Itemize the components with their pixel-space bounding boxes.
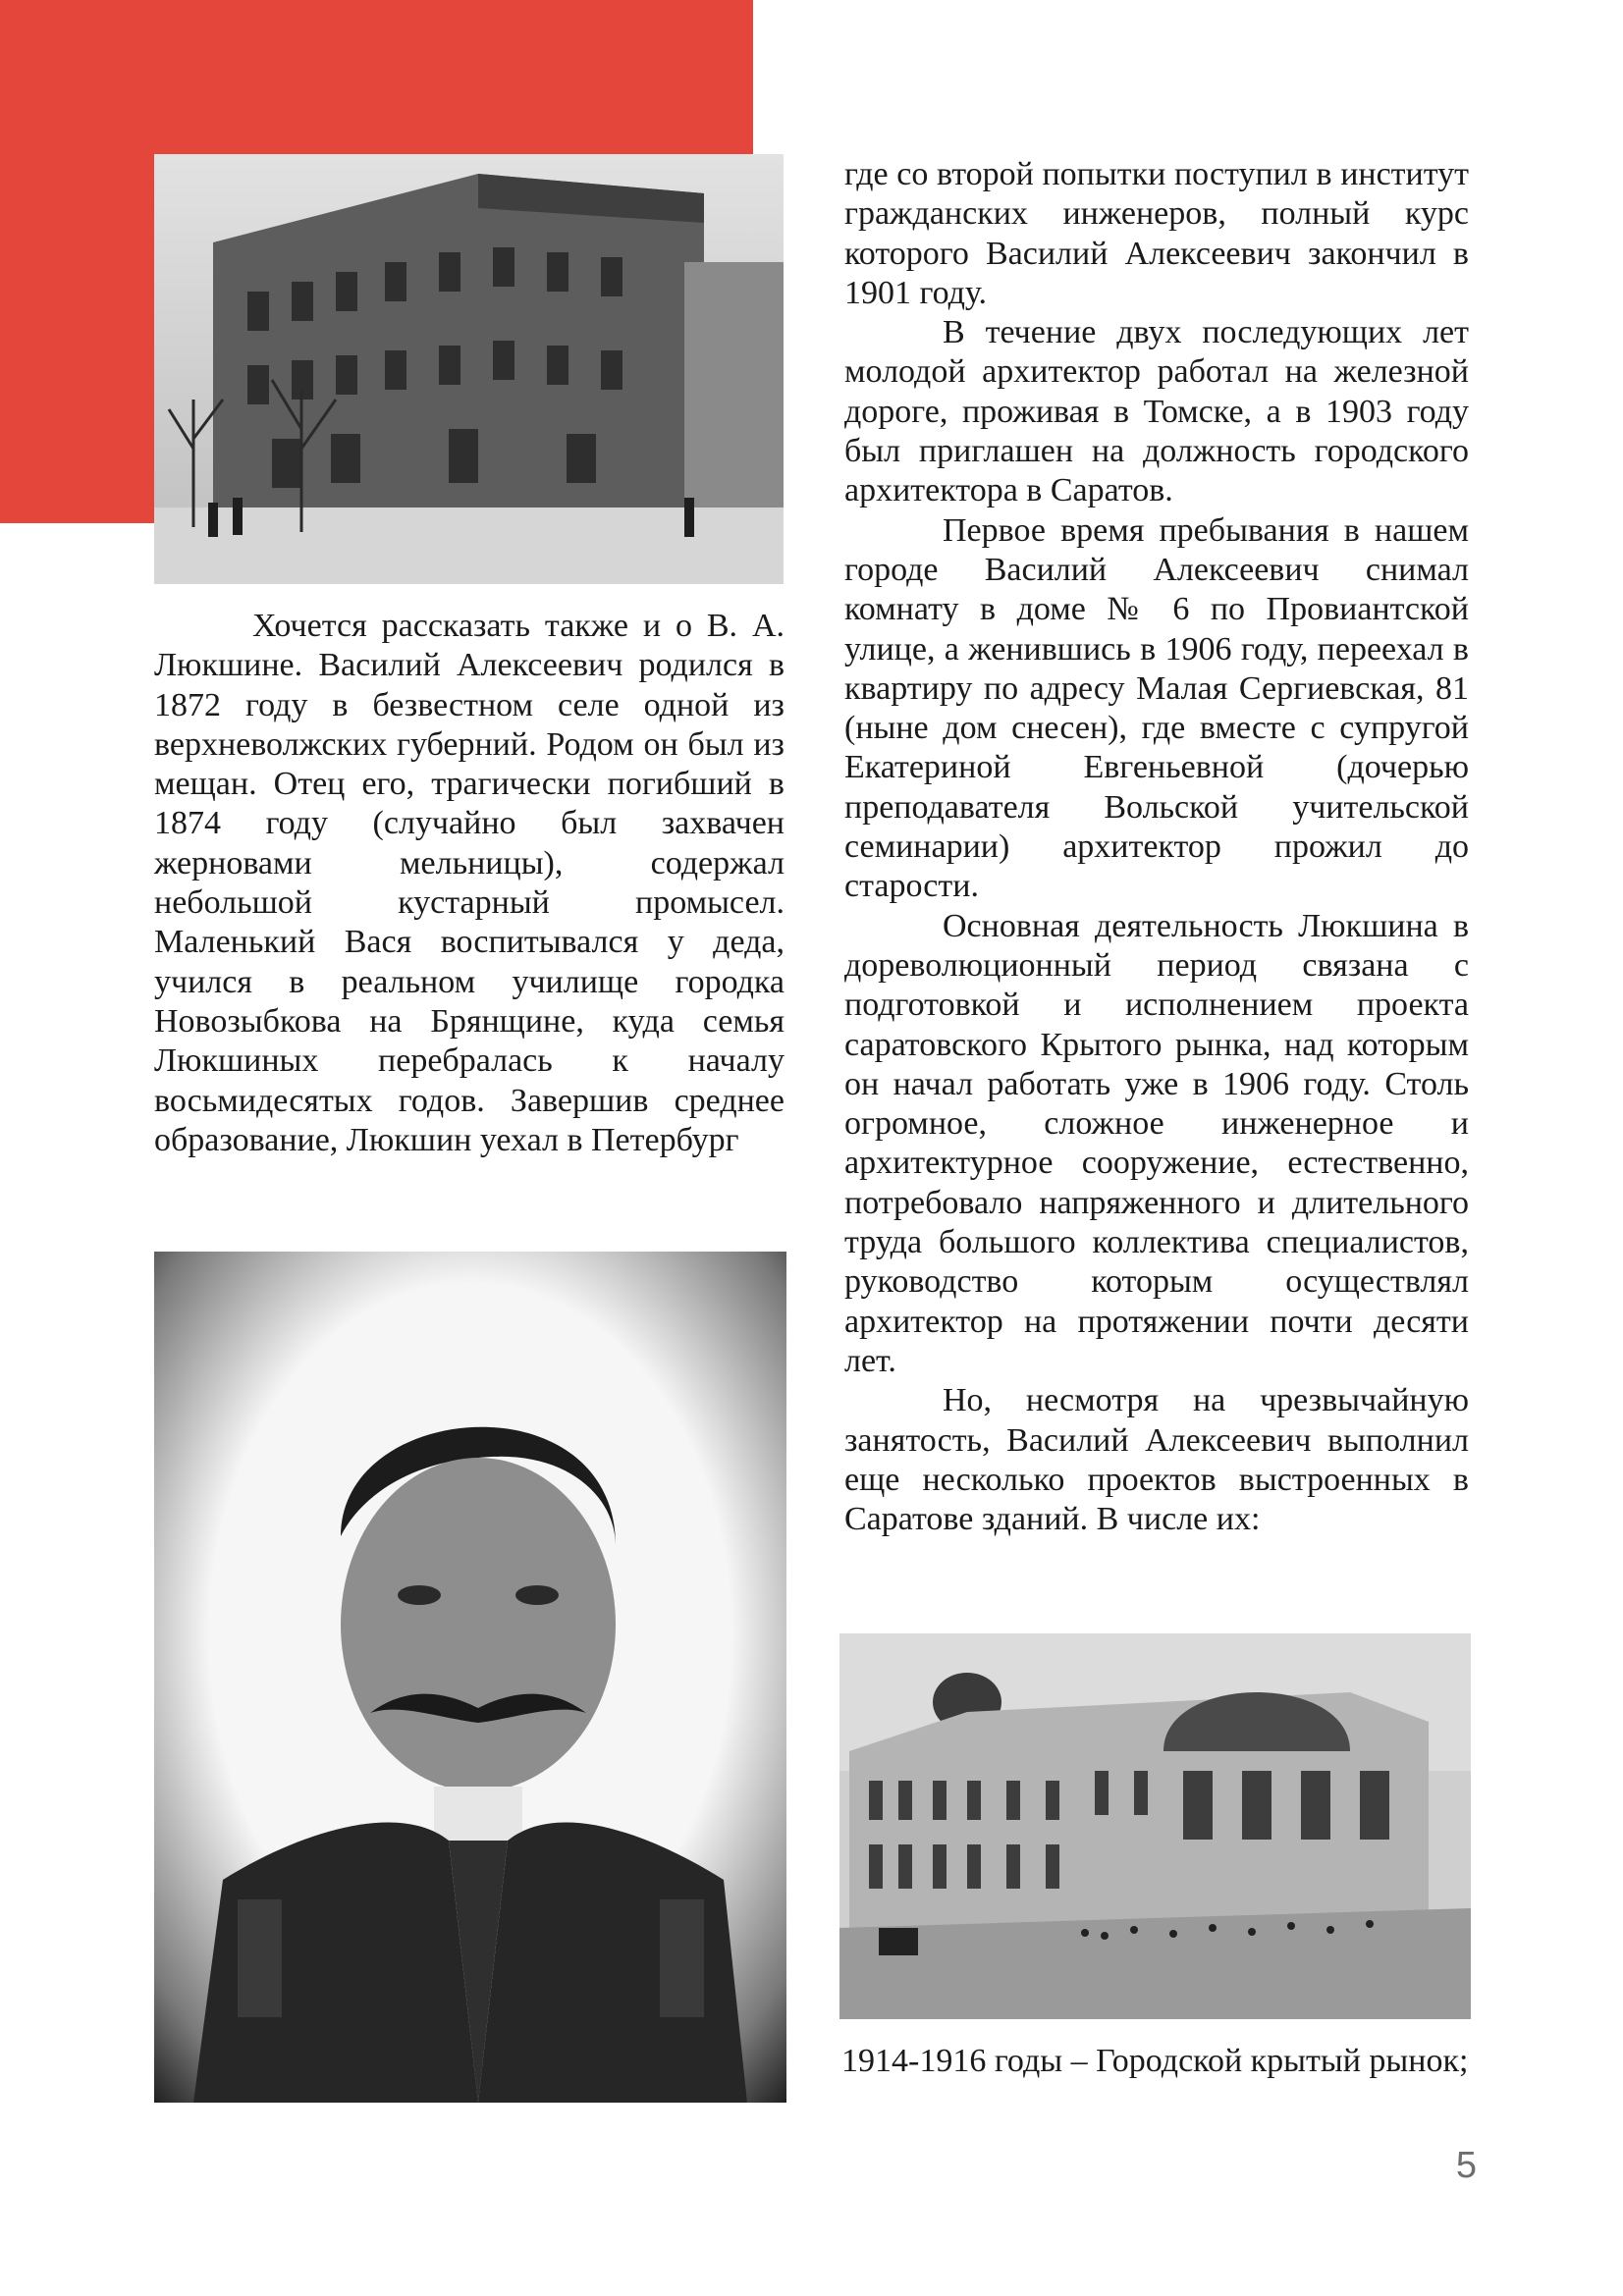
right-text-column [844,155,1469,1539]
left-paragraph: Хочется рассказать также и о В. А. Люкшине. Василий Алексеевич родился в 1872 году в безвестном селе одной из верхневолжских губерний. Родом он был из мещан. Отец его, трагически погибший в 1874 году (случайно был захвачен жерновами мельницы), содержал небольшой кустарный промысел. Маленький Вася воспитывался у деда, учился в реальном училище городка Новозыбкова на Брянщине, куда семья Люкшиных перебралась к началу восьмидесятых годов. Завершив среднее образование, Люкшин уехал в Петербург [154,608,784,1158]
market-photo-caption: 1914-1916 годы – Городской крытый рынок; [841,2043,1469,2079]
paragraph-1: где со второй попытки поступил в институт гражданских инженеров, полный курс которого Василий Алексеевич закончил в 1901 году. [844,156,1469,311]
page-number: 5 [1455,2145,1477,2186]
paragraph-3: Первое время пребывания в нашем городе Василий Алексеевич снимал комнату в доме № 6 по Провиантской улице, а женившись в 1906 году, переехал в квартиру по адресу Малая Сергиевская, 81 (ныне дом снесен), где вместе с супругой Екатериной Евгеньевной (дочерью преподавателя Вольской учительской семинарии) архитектор прожил до старости. [844,511,1469,905]
portrait-photo [154,1252,786,2103]
building-photo [154,154,784,584]
paragraph-5: Но, несмотря на чрезвычайную занятость, Василий Алексеевич выполнил еще несколько проектов выстроенных в Саратове зданий. В числе их: [844,1382,1469,1538]
market-photo [839,1633,1471,2019]
paragraph-2: В течение двух последующих лет молодой архитектор работал на железной дороге, проживая в Томске, а в 1903 году был приглашен на должность городского архитектора в Саратов. [844,314,1469,509]
paragraph-4: Основная деятельность Люкшина в дореволюционный период связана с подготовкой и исполнением проекта саратовского Крытого рынка, над которым он начал работать уже в 1906 году. Столь огромное, сложное инженерное и архитектурное сооружение, естественно, потребовало напряженного и длительного труда большого коллектива специалистов, руководство которым осуществлял архитектор на протяжении почти десяти лет. [844,907,1469,1379]
left-text-column [154,607,784,1160]
